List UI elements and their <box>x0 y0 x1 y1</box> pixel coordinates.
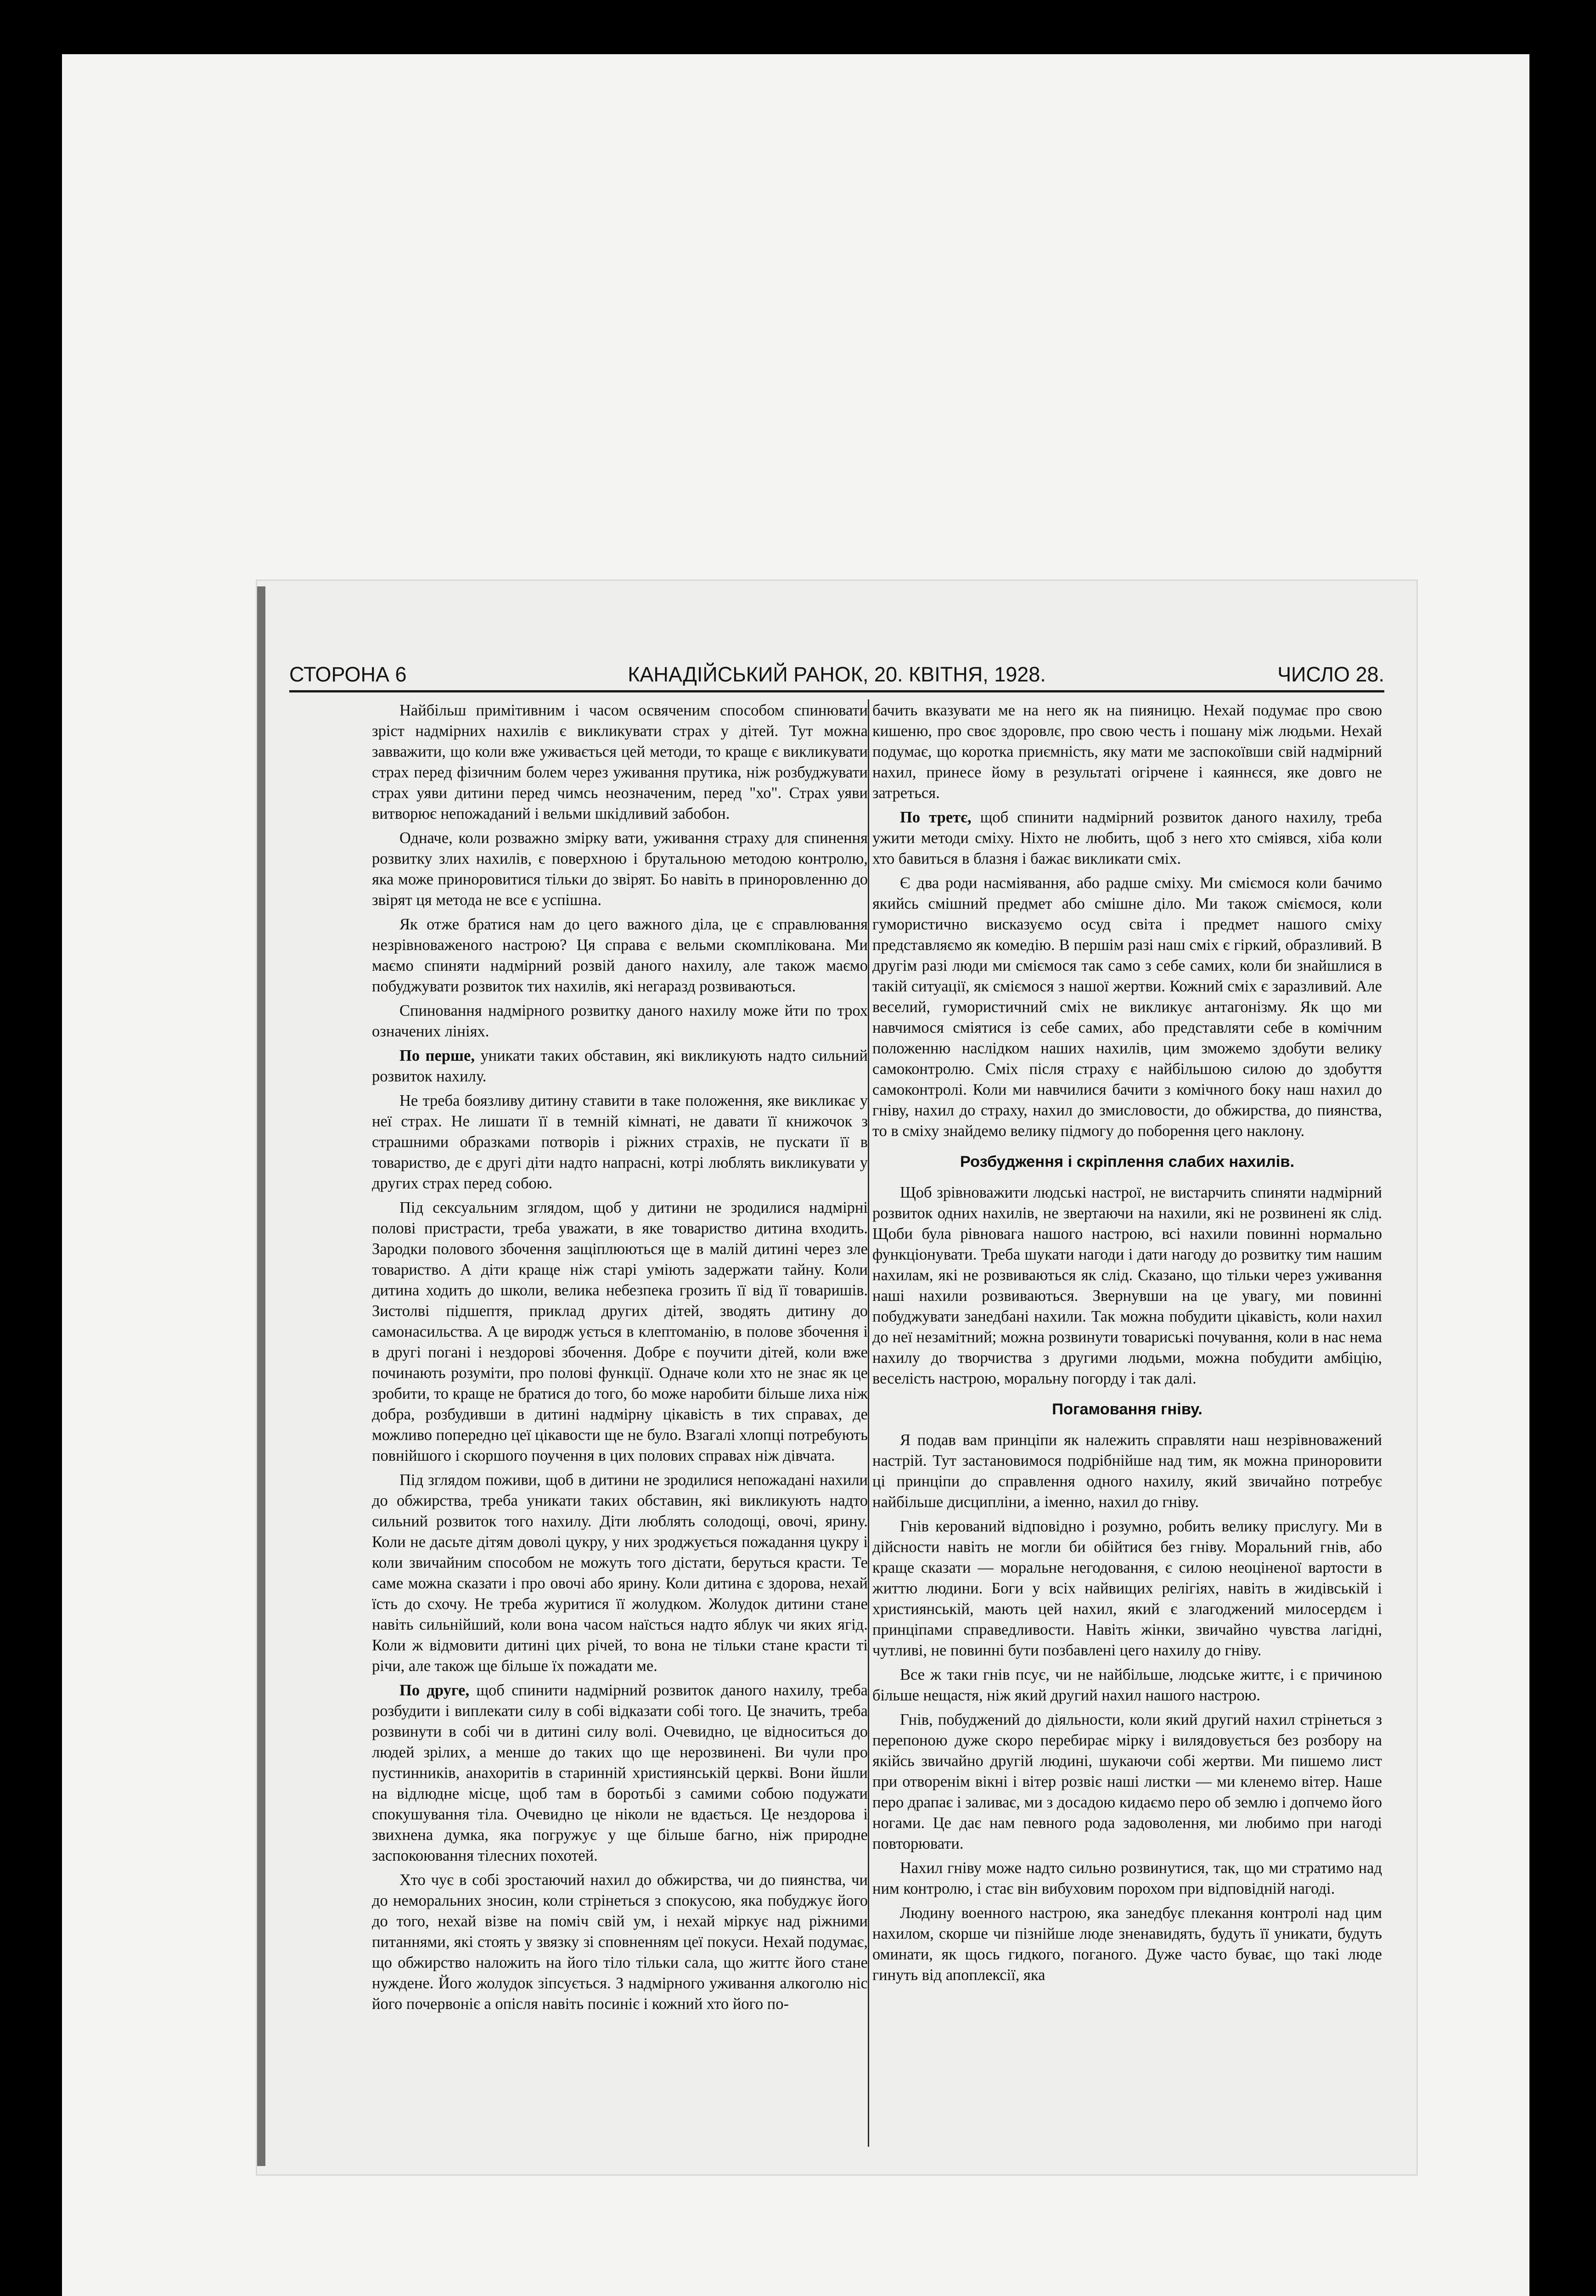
newspaper-page <box>257 581 1416 2174</box>
newspaper-title-date: КАНАДІЙСЬКИЙ РАНОК, 20. КВІТНЯ, 1928. <box>628 663 1046 686</box>
paragraph-lead: По перше, <box>399 1047 475 1064</box>
paragraph: Є два роди насміявання, або радше сміху. Ми сміємося коли бачимо якийсь смішний предмет або смішне діло. Ми також сміємося, коли гумористично висказуємо осуд світа і предмет нашого сміху представляємо як комедію. В першім разі наш сміх є гіркий, образливий. В другім разі люди ми сміємося так само з себе самих, коли би знайшлися в такій ситуації, як сміємося з нашої жертви. Кожний сміх є заразливий. Але веселий, гумористичний сміх не викликує антагонізму. Як що ми навчимося сміятися із себе самих, або представляти себе в комічним положенню наслідком наших нахилів, цим зможемо здобути велику самоконтролю. Сміх після страху є найбільшою силою до здобуття самоконтролі. Коли ми навчилися бачити з комічного боку наш нахил до гніву, нахил до страху, нахил до змисловости, до обжирства, до пиянства, то в сміху знайдемо велику підмогу до поборення цего наклону. <box>872 874 1382 1140</box>
paragraph: Як отже братися нам до цего важного діла, це є справлювання незрівноваженого настрою? Ця справа є вельми скомплікована. Ми маємо спиняти надмірний розвій даного нахилу, але також маємо побуджувати розвиток тих нахилів, які негаразд розвиваються. <box>372 916 868 995</box>
right-column <box>872 700 1382 2147</box>
paragraph <box>372 1046 868 1087</box>
paragraph-text: щоб спинити надмірний розвиток даного нахилу, треба ужити методи сміху. Ніхто не любить, щоб з него хто сміявся, хіба коли хто бавиться в блазня і бажає викликати сміх. <box>872 809 1382 867</box>
page-number-label: СТОРОНА 6 <box>289 663 407 686</box>
paragraph <box>872 807 1382 869</box>
paragraph: Під сексуальним зглядом, щоб у дитини не зродилися надмірні полові пристрасти, треба уважати, в яке товариство дитина входить. Зародки полового збочення защіплюються ще в малій дитині через зле товариство. А діти краще ніж старі уміють задержати тайну. Коли дитина ходить до школи, велика небезпека грозить її від її товаришів. Зистолві підшептя, приклад других дітей, зводять дитину до самонасильства. А це виродж ується в клептоманію, в полове збочення і в другі погані і нездорові збочення. Добре є поучити дітей, коли вже починають розуміти, про полові функції. Одначе коли хто не знає як це зробити, то краще не братися до того, бо може наробити більше лиха ніж добра, розбудивши в дитині надмірну цікавість в тих справах, де можливо попередно цеї цікавости ще не було. Взагалі хлопці потребують повнійшого і скоршого поучення в цих полових справах ніж дівчата. <box>372 1199 868 1464</box>
column-divider <box>868 699 869 2147</box>
header-rule <box>289 690 1384 692</box>
paragraph: Спиновання надмірного розвитку даного нахилу може йти по трох означених лініях. <box>372 1002 868 1040</box>
paragraph: Гнів керований відповідно і розумно, робить велику прислугу. Ми в дійсности навіть не могли би обійтися без гніву. Моральний гнів, або краще сказати — моральне негодовання, є силою неоціненої вартости в життю людини. Боги у всіх найвищих релігіях, навіть в жидівській і християнській, мають цей нахил, який є злагоджений милосердєм і принціпами справедливости. Навіть жінки, звичайно чувства лагідні, чутливі, не повинні бути позбавлені цего нахилу до гніву. <box>872 1518 1382 1659</box>
issue-number-label: ЧИСЛО 28. <box>1277 663 1384 686</box>
page-header <box>289 663 1384 690</box>
paragraph: Під зглядом поживи, щоб в дитини не зродилися непожадані нахили до обжирства, треба уникати таких обставин, які викликують надто сильний розвиток того нахилу. Діти люблять солодощі, овочі, ярину. Коли не дасьте дітям доволі цукру, у них зроджується пожадання цукру і коли звичайним способом не можуть того дістати, беруться красти. Те саме можна сказати і про овочі або ярину. Коли дитина є здорова, нехай їсть до схочу. Не треба журитися її жолудком. Жолудок дитини стане навіть сильнійший, коли вона часом наїсться надто яблук чи яких ягід. Коли ж відмовити дитині цих річей, то вона не тільки стане красти ті річи, але також ще більше їх пожадати ме. <box>372 1471 868 1675</box>
paragraph: Все ж таки гнів псує, чи не найбільше, людське життє, і є причиною більше нещастя, ніж який другий нахил нашого настрою. <box>872 1666 1382 1704</box>
paragraph: Гнів, побуджений до діяльности, коли який другий нахил стрінеться з перепоною дуже скоро перебирає мірку і вилядовується без розбору на якійсь звичайно другій людині, шукаючи собі жертви. Ми пишемо лист при отворенім вікні і вітер розвіє наші листки — ми кленемо вітер. Наше перо драпає і заливає, ми з досадою кидаємо перо об землю і допчемо його ногами. Це дає нам певного рода задоволення, ми любимо при нагоді повторювати. <box>872 1711 1382 1852</box>
paragraph: Людину военного настрою, яка занедбує плекання контролі над цим нахилом, скорше чи пізнійше люде зненавидять, будуть її уникати, будуть оминати, як щось гидкого, поганого. Дуже часто буває, що такі люде гинуть від апоплексії, яка <box>872 1904 1382 1984</box>
paragraph: Я подав вам принціпи як належить справляти наш незрівноважений настрій. Тут застановимося подрібнійше над тим, як можна приноровити ці принціпи до справлення одного нахилу, який звичайно потребує найбільше дисципліни, а іменно, нахил до гніву. <box>872 1431 1382 1511</box>
page-binding-edge <box>257 586 265 2166</box>
section-heading: Погамовання гніву. <box>1052 1401 1203 1418</box>
paragraph <box>372 1680 868 1866</box>
paragraph-lead: По друге, <box>399 1682 470 1699</box>
paragraph: Найбільш примітивним і часом освяченим способом спинювати зріст надмірних нахилів є викликувати страх у дітей. Тут можна завважити, що коли вже уживається цей методи, то краще є викликувати страх перед фізичним болем через уживання прутика, ніж розбуджувати страх уяви дитини перед чимсь неозначеним, перед "хо". Страх уяви витворює непожаданий і вельми шкідливий забобон. <box>372 702 868 822</box>
paragraph: Не треба боязливу дитину ставити в таке положення, яке викликає у неї страх. Не лишати її в темній кімнаті, не давати її книжочок з страшними образками потворів і ріжних страхів, не пускати її в товариство, де є другі діти надто напрасні, котрі люблять викликувати у других страх перед собою. <box>372 1092 868 1192</box>
paragraph: Нахил гніву може надто сильно розвинутися, так, що ми стратимо над ним контролю, і стає він вибуховим порохом при відповідній нагоді. <box>872 1859 1382 1897</box>
paragraph-text: щоб спинити надмірний розвиток даного нахилу, треба розбудити і виплекати силу в собі відказати собі того. Це значить, треба розвинути в собі чи в дитині силу волі. Очевидно, це відноситься до людей зрілих, а менше до таких що ще нерозвинені. Ви чули про пустинників, анахоритів в старинній християнській церкві. Вони йшли на відлюдне місце, щоб там в боротьбі з самими собою подужати спокушування тіла. Очевидно це ніколи не вдається. Це нездорова і звихнена думка, яка погружує у ще більше багно, ніж природне заспокоювання тілесних похотей. <box>372 1682 868 1864</box>
section-heading: Розбудження і скріплення слабих нахилів. <box>960 1153 1295 1171</box>
left-column <box>372 700 868 2147</box>
paragraph: Хто чує в собі зростаючий нахил до обжирства, чи до пиянства, чи до неморальних зносин, коли стрінеться з спокусою, яка побуджує його до того, нехай візве на поміч свій ум, і нехай міркує над ріжними питаннями, які стоять у звязку зі сповненням цеї покуси. Нехай подумає, що обжирство наложить на його тіло тільки сала, що життє його стане нуждене. Його жолудок зіпсується. З надмірного уживання алкоголю ніс його почервоніє а опісля навіть посиніє і кожний хто його по- <box>372 1871 868 2013</box>
paragraph: Одначе, коли розважно змірку вати, уживання страху для спинення розвитку злих нахилів, є поверхною і брутальною методою контролю, яка може приноровитися тільки до звірят. Бо навіть в приноровленню до звірят ця метода не все є успішна. <box>372 829 868 909</box>
paragraph-lead: По третє, <box>900 809 972 826</box>
paragraph: Щоб зрівноважити людські настрої, не вистарчить спиняти надмірний розвиток одних нахилів, не звертаючи на нахили, які не розвинені як слід. Щоби була рівновага нашого настрою, всі нахили повинні нормально функціонувати. Треба шукати нагоди і дати нагоду до розвитку тим нашим нахилам, які не розвиваються як слід. Сказано, що тільки через уживання наші нахили розвиваються. Звернувши на це увагу, ми повинні побуджувати занедбані нахили. Так можна побудити цікавість, коли нахил до неї незамітний; можна розвинути товариські почування, коли в нас нема нахилу до творчиства з другими людьми, можна побудити амбіцію, веселість настрою, моральну погорду і так далі. <box>872 1184 1382 1387</box>
paragraph-text: уникати таких обставин, які викликують надто сильний розвиток нахилу. <box>372 1047 868 1085</box>
paragraph: бачить вказувати ме на него як на пияницю. Нехай подумає про свою кишеню, про своє здоровлє, про свою честь і пошану між людьми. Нехай подумає, що коротка приємність, яку мати ме заспокоївши свій надмірний нахил, принесе йому в результаті огірчене і каяннєся, яке довго не затреться. <box>872 702 1382 802</box>
